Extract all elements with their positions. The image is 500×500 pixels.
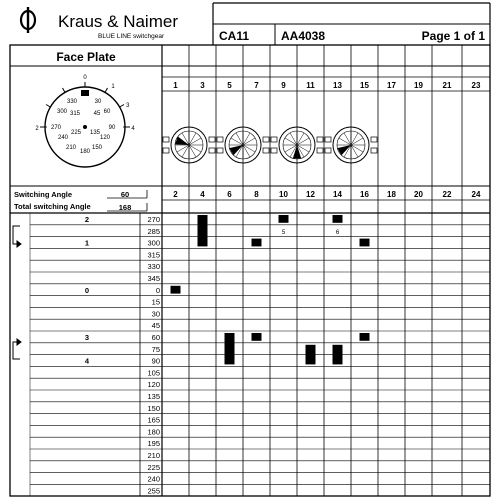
dial-angle-label: 90 [108, 125, 116, 131]
dial-angle-label: 180 [79, 149, 91, 155]
terminal-bottom-number: 18 [387, 190, 396, 199]
position-angle: 345 [147, 274, 160, 283]
position-angle: 180 [147, 427, 160, 437]
terminal-top-number: 7 [254, 81, 259, 90]
dial-position-label: 1 [111, 84, 115, 91]
position-angle: 105 [147, 368, 160, 378]
terminal-top-number: 19 [414, 81, 423, 90]
contact-closed-block [252, 333, 262, 341]
total-switching-angle-label: Total switching Angle [14, 202, 91, 211]
position-angle: 225 [147, 462, 160, 472]
position-angle: 255 [147, 486, 160, 496]
contact-closed-block [225, 333, 235, 364]
dial-angle-label: 300 [56, 109, 68, 115]
switching-angle-value: 60 [120, 190, 130, 199]
position-angle: 270 [147, 215, 160, 224]
position-angle: 300 [147, 238, 160, 248]
terminal-bottom-number: 2 [173, 190, 178, 199]
dial-angle-label: 120 [99, 135, 111, 141]
terminal-top-number: 15 [360, 81, 369, 90]
terminal-top-number: 13 [333, 81, 342, 90]
dial-position-label: 2 [35, 126, 39, 132]
contact-closed-block [171, 286, 181, 294]
contact-closed-block [360, 333, 370, 341]
terminal-top-number: 1 [173, 81, 178, 90]
page-indicator: Page 1 of 1 [421, 29, 485, 43]
position-label: 1 [84, 238, 90, 248]
position-angle: 15 [151, 297, 160, 307]
dial-angle-label: 45 [93, 111, 101, 117]
switching-angle-label: Switching Angle [14, 190, 73, 199]
dial-pointer-icon [81, 90, 89, 96]
position-angle: 75 [151, 344, 160, 354]
contact-closed-block [333, 215, 343, 223]
position-label: 2 [84, 215, 90, 224]
dial-angle-label: 225 [70, 130, 82, 136]
terminal-top-number: 11 [306, 81, 315, 90]
dial-angle-label: 240 [57, 135, 69, 141]
position-angle: 135 [147, 392, 160, 401]
dial-angle-label: 210 [65, 145, 77, 151]
position-angle: 210 [147, 451, 160, 460]
position-label: 4 [84, 356, 90, 366]
dial-angle-label: 135 [89, 130, 101, 136]
position-angle: 240 [147, 474, 160, 484]
dial-position-label: 0 [83, 75, 87, 81]
contact-closed-block [279, 215, 289, 223]
position-arrows [13, 226, 21, 359]
dial-angle-label: 60 [103, 109, 111, 115]
dial-angle-label: 330 [66, 99, 78, 105]
terminal-numbers-top [173, 81, 481, 90]
brand-tagline: BLUE LINE switchgear [98, 33, 165, 40]
position-angle: 165 [147, 415, 160, 425]
switching-angle-block [14, 190, 147, 212]
terminal-bottom-number: 16 [360, 190, 369, 199]
contact-note: 6 [335, 229, 340, 236]
contact-closed-block [198, 215, 208, 246]
position-label: 0 [84, 285, 90, 295]
terminal-bottom-number: 4 [200, 190, 205, 199]
terminal-top-number: 9 [281, 81, 286, 90]
dial-angle-label: 315 [69, 111, 81, 117]
position-label: 3 [84, 333, 90, 342]
face-plate-title: Face Plate [56, 50, 116, 64]
terminal-numbers-bottom [173, 190, 481, 199]
contact-note: 6 [308, 347, 313, 354]
total-switching-angle-value: 168 [118, 203, 132, 212]
face-plate-dial [35, 75, 135, 167]
terminal-bottom-number: 14 [333, 190, 342, 199]
dial-angle-label: 150 [91, 145, 103, 151]
contact-note: 6 [335, 347, 340, 354]
sheet-frame [10, 3, 490, 496]
dial-position-label: 4 [131, 126, 135, 132]
position-angle: 150 [147, 403, 160, 413]
brand-name: Kraus & Naimer [58, 12, 178, 31]
terminal-bottom-number: 8 [254, 190, 259, 199]
terminal-bottom-number: 20 [414, 190, 423, 199]
position-angle: 90 [151, 356, 160, 366]
terminal-bottom-number: 24 [471, 190, 481, 199]
position-angle: 60 [151, 333, 160, 342]
terminal-top-number: 3 [200, 81, 205, 90]
position-angle: 0 [155, 285, 160, 295]
terminal-bottom-number: 22 [442, 190, 452, 199]
contact-note: 5 [281, 229, 286, 236]
dial-angle-label: 30 [94, 99, 102, 105]
terminal-top-number: 21 [442, 81, 452, 90]
terminal-top-number: 5 [227, 81, 232, 90]
terminal-top-number: 17 [387, 81, 396, 90]
dial-angle-label: 270 [50, 125, 62, 131]
contact-closed-block [252, 239, 262, 247]
brand-logo [21, 7, 178, 40]
terminal-bottom-number: 6 [227, 190, 232, 199]
terminal-top-number: 23 [471, 81, 481, 90]
position-angle: 195 [147, 439, 160, 449]
dial-position-label: 3 [126, 103, 130, 109]
position-angle: 285 [147, 226, 160, 236]
position-angle: 315 [147, 250, 160, 260]
terminal-bottom-number: 12 [306, 190, 315, 199]
position-angle: 30 [151, 309, 160, 319]
model-number: CA11 [219, 29, 250, 43]
position-angle: 330 [147, 262, 160, 272]
contact-closed-block [360, 239, 370, 247]
position-angle: 120 [147, 380, 160, 390]
drawing-code: AA4038 [281, 29, 326, 43]
position-angle: 45 [151, 321, 160, 331]
terminal-bottom-number: 10 [279, 190, 288, 199]
